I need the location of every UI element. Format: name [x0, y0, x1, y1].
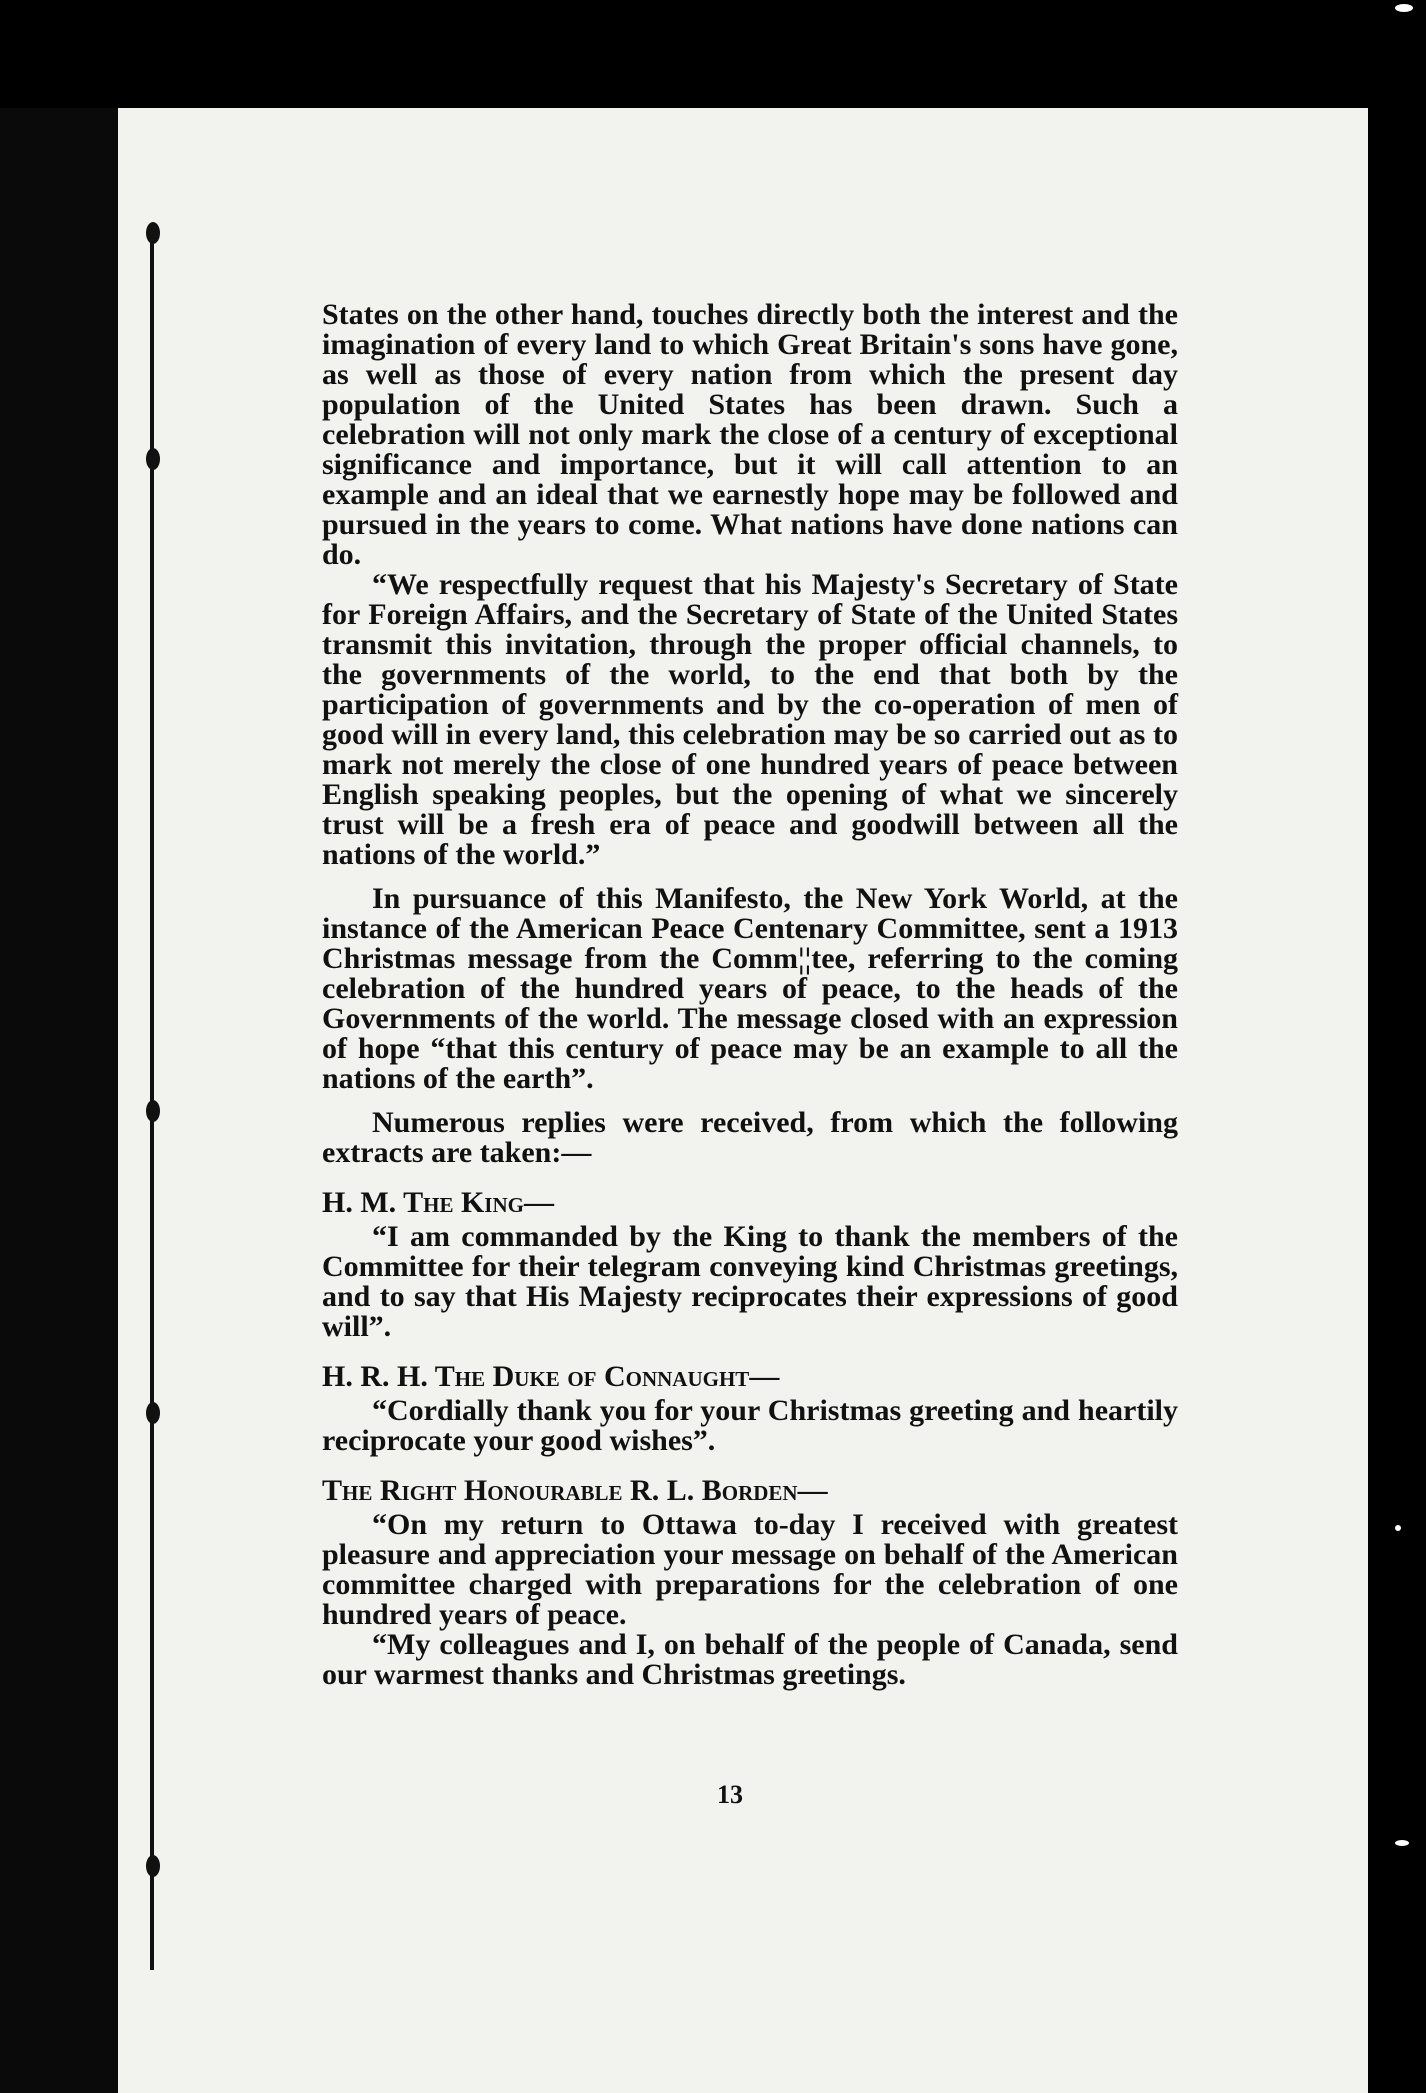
reply-heading: The Right Honourable R. L. Borden—	[322, 1474, 828, 1507]
reply-heading: H. M. The King—	[322, 1186, 554, 1219]
binding-hole	[146, 222, 160, 244]
binding-hole	[146, 1100, 160, 1122]
scan-speck	[1395, 4, 1413, 12]
page-number: 13	[717, 1780, 743, 1809]
reply-quote: “My colleagues and I, on behalf of the people of Canada, send our warmest thanks and Christmas greetings.	[322, 1628, 1178, 1691]
paragraph: Numerous replies were received, from which the following extracts are taken:—	[322, 1106, 1178, 1169]
scan-speck	[1395, 1525, 1401, 1531]
scan-speck	[1395, 1840, 1409, 1846]
binding-hole	[146, 1855, 160, 1877]
reply-quote: “I am commanded by the King to thank the members of the Committee for their telegram conveying kind Christmas greetings, and to say that His Majesty reciprocates their expressions of good will”.	[322, 1220, 1178, 1343]
reply-quote: “On my return to Ottawa to-day I received with greatest pleasure and appreciation your message on behalf of the American committee charged with preparations for the celebration of one hundred years of peace.	[322, 1508, 1178, 1631]
paragraph: States on the other hand, touches directly both the interest and the imagination of every land to which Great Britain's sons have gone, as well as those of every nation from which the present day population of the United States has been drawn. Such a celebration will not only mark the close of a century of exceptional significance and importance, but it will call attention to an example and an ideal that we earnestly hope may be followed and pursued in the years to come. What nations have done nations can do.	[322, 298, 1178, 571]
reply-heading: H. R. H. The Duke of Connaught—	[322, 1360, 780, 1393]
page-body	[322, 300, 1178, 1690]
quoted-paragraph: “We respectfully request that his Majesty's Secretary of State for Foreign Affairs, and the Secretary of State of the United States transmit this invitation, through the proper official channels, to the governments of the world, to the end that both by the participation of governments and by the co-operation of men of good will in every land, this celebration may be so carried out as to mark not merely the close of one hundred years of peace between English speaking peoples, but the opening of what we sincerely trust will be a fresh era of peace and goodwill between all the nations of the world.”	[322, 568, 1178, 871]
scan-margin	[0, 108, 118, 2093]
paragraph: In pursuance of this Manifesto, the New York World, at the instance of the American Peace Centenary Committee, sent a 1913 Christmas message from the Comm¦¦tee, referring to the coming celebration of the hundred years of peace, to the heads of the Governments of the world. The message closed with an expression of hope “that this century of peace may be an example to all the nations of the earth”.	[322, 882, 1178, 1095]
reply-quote: “Cordially thank you for your Christmas greeting and heartily reciprocate your good wishes”.	[322, 1394, 1178, 1457]
binding-hole	[146, 448, 160, 470]
binding-hole	[146, 1402, 160, 1424]
